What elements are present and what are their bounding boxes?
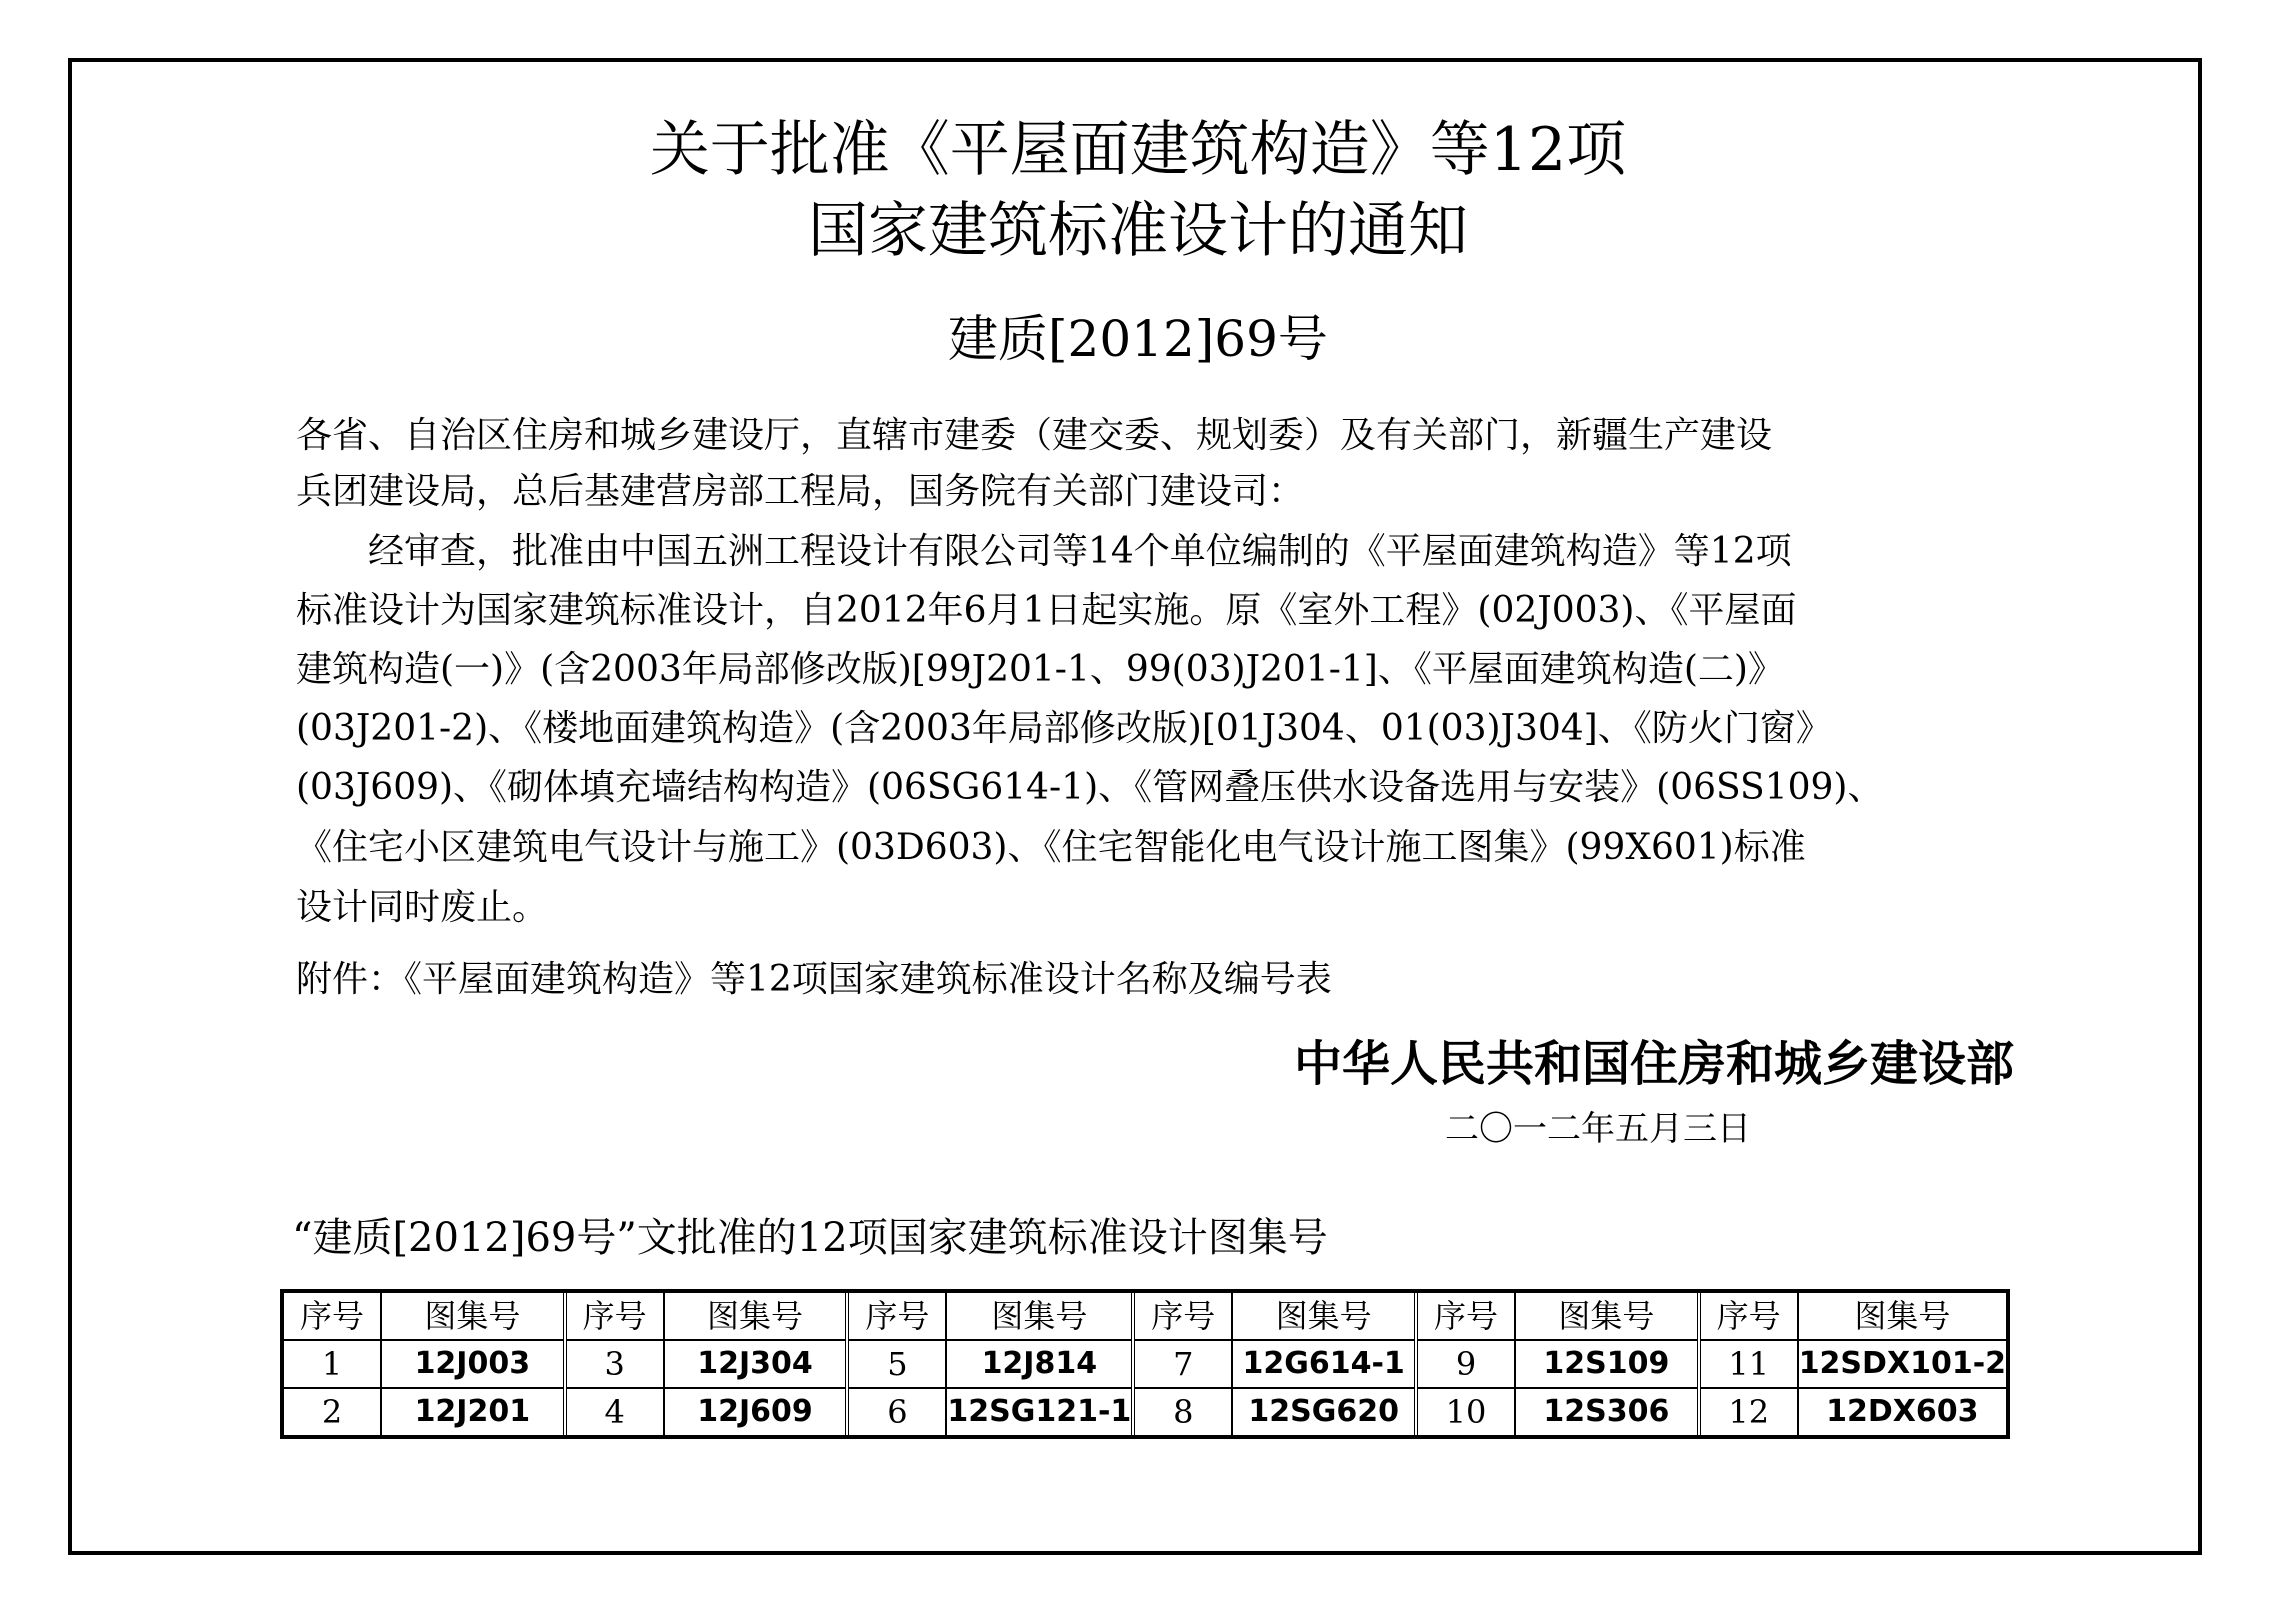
table-row — [1701, 1389, 2006, 1435]
table-row — [284, 1389, 563, 1435]
table-header-row — [1135, 1293, 1414, 1341]
table-row — [1135, 1389, 1414, 1435]
table-header-row — [1418, 1293, 1697, 1341]
serial-number-cell: 1 — [284, 1341, 382, 1387]
header-no-cell: 序号 — [284, 1293, 382, 1339]
atlas-code-cell: 12J814 — [981, 1346, 1098, 1381]
serial-number-cell: 6 — [849, 1389, 947, 1435]
signature-organization: 中华人民共和国住房和城乡建设部 — [1293, 1036, 2014, 1092]
notice-title-line-1: 关于批准《平屋面建筑构造》等12项 — [649, 115, 1627, 185]
table-row — [1135, 1341, 1414, 1389]
table-column-group — [1701, 1293, 2006, 1435]
table-row — [849, 1341, 1131, 1389]
atlas-code-cell: 12DX603 — [1826, 1394, 1979, 1429]
table-row — [284, 1341, 563, 1389]
table-header-row — [567, 1293, 846, 1341]
body-line: 兵团建设局，总后基建营房部工程局，国务院有关部门建设司： — [296, 471, 1305, 512]
header-code-cell: 图集号 — [1854, 1297, 1951, 1335]
table-row — [1701, 1341, 2006, 1389]
table-row — [567, 1341, 846, 1389]
header-no-cell: 序号 — [1418, 1293, 1516, 1339]
serial-number-cell: 7 — [1135, 1341, 1233, 1387]
body-line: (03J609)、《砌体填充墙结构构造》(06SG614-1)、《管网叠压供水设备选用与安装》(06SS109)、 — [296, 767, 1884, 808]
header-no-cell: 序号 — [849, 1293, 947, 1339]
atlas-code-cell: 12SG620 — [1248, 1394, 1399, 1429]
body-line: 标准设计为国家建筑标准设计，自2012年6月1日起实施。原《室外工程》(02J003)、《平屋面 — [296, 590, 1797, 631]
table-column-group — [284, 1293, 567, 1435]
body-line: 经审查，批准由中国五洲工程设计有限公司等14个单位编制的《平屋面建筑构造》等12项 — [296, 531, 1792, 572]
atlas-code-cell: 12J003 — [414, 1346, 531, 1381]
table-caption: “建质[2012]69号”文批准的12项国家建筑标准设计图集号 — [292, 1215, 1328, 1261]
header-code-cell: 图集号 — [1275, 1297, 1372, 1335]
body-line: (03J201-2)、《楼地面建筑构造》(含2003年局部修改版)[01J304、01(03)J304]、《防火门窗》 — [296, 708, 1832, 749]
serial-number-cell: 8 — [1135, 1389, 1233, 1435]
table-column-group — [1418, 1293, 1701, 1435]
header-code-cell: 图集号 — [424, 1297, 521, 1335]
attachment-note: 附件：《平屋面建筑构造》等12项国家建筑标准设计名称及编号表 — [296, 959, 1332, 1000]
serial-number-cell: 10 — [1418, 1389, 1516, 1435]
header-no-cell: 序号 — [567, 1293, 665, 1339]
notice-title-line-2: 国家建筑标准设计的通知 — [808, 196, 1468, 266]
body-line: 《住宅小区建筑电气设计与施工》(03D603)、《住宅智能化电气设计施工图集》(99X601)标准 — [296, 827, 1806, 868]
serial-number-cell: 3 — [567, 1341, 665, 1387]
table-column-group — [1135, 1293, 1418, 1435]
table-row — [849, 1389, 1131, 1435]
body-line: 建筑构造(一)》(含2003年局部修改版)[99J201-1、99(03)J201-1]、《平屋面建筑构造(二)》 — [296, 649, 1784, 690]
serial-number-cell: 4 — [567, 1389, 665, 1435]
table-row — [567, 1389, 846, 1435]
table-header-row — [1701, 1293, 2006, 1341]
atlas-code-cell: 12SG121-1 — [947, 1394, 1132, 1429]
table-row — [1418, 1341, 1697, 1389]
table-header-row — [284, 1293, 563, 1341]
table-header-row — [849, 1293, 1131, 1341]
header-no-cell: 序号 — [1135, 1293, 1233, 1339]
body-line: 各省、自治区住房和城乡建设厅，直辖市建委（建交委、规划委）及有关部门，新疆生产建设 — [296, 415, 1773, 456]
header-code-cell: 图集号 — [1558, 1297, 1655, 1335]
body-line: 设计同时废止。 — [296, 887, 549, 928]
table-column-group — [567, 1293, 850, 1435]
header-code-cell: 图集号 — [707, 1297, 804, 1335]
atlas-code-cell: 12SDX101-2 — [1798, 1346, 2007, 1381]
serial-number-cell: 9 — [1418, 1341, 1516, 1387]
serial-number-cell: 5 — [849, 1341, 947, 1387]
atlas-code-cell: 12G614-1 — [1242, 1346, 1405, 1381]
serial-number-cell: 12 — [1701, 1389, 1799, 1435]
atlas-code-cell: 12J304 — [697, 1346, 813, 1381]
atlas-code-cell: 12S306 — [1543, 1394, 1670, 1429]
atlas-number-table — [280, 1289, 2010, 1439]
table-row — [1418, 1389, 1697, 1435]
table-column-group — [849, 1293, 1135, 1435]
atlas-code-cell: 12S109 — [1543, 1346, 1670, 1381]
serial-number-cell: 11 — [1701, 1341, 1799, 1387]
atlas-code-cell: 12J609 — [697, 1394, 813, 1429]
serial-number-cell: 2 — [284, 1389, 382, 1435]
header-no-cell: 序号 — [1701, 1293, 1799, 1339]
header-code-cell: 图集号 — [991, 1297, 1088, 1335]
atlas-code-cell: 12J201 — [414, 1394, 531, 1429]
document-number: 建质[2012]69号 — [948, 310, 1328, 368]
signature-date: 二〇一二年五月三日 — [1445, 1109, 1751, 1149]
